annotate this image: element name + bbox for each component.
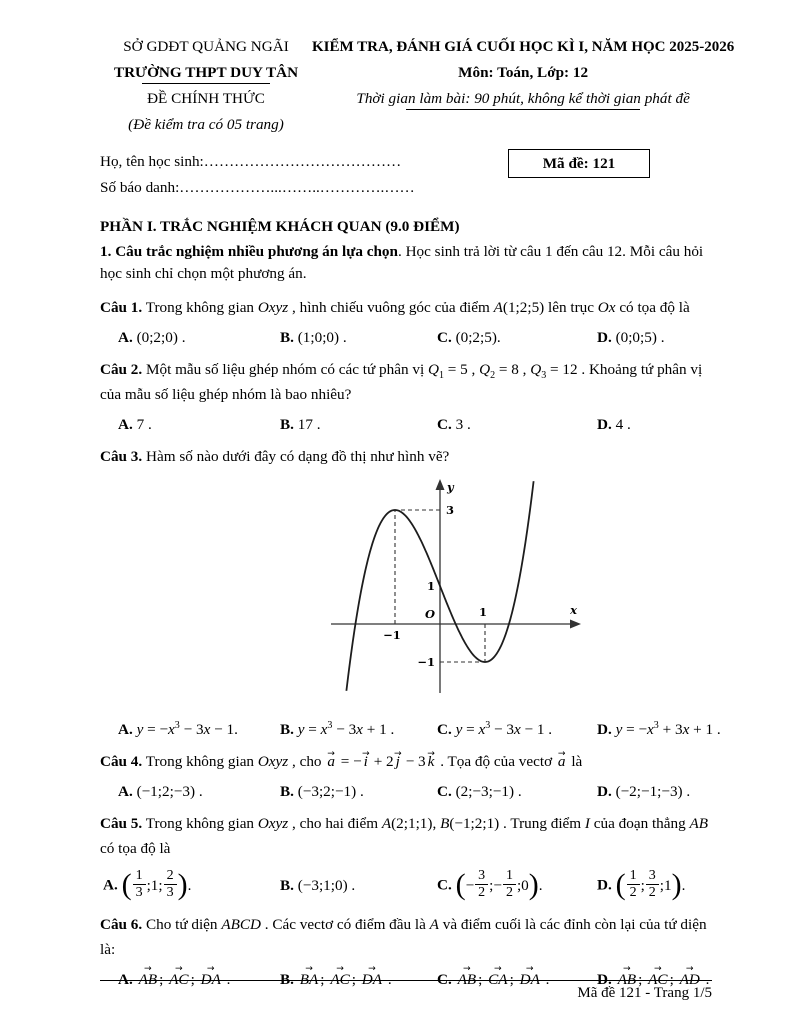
option-letter: A. — [118, 416, 133, 433]
student-info — [100, 149, 712, 201]
option-text: 17 . — [297, 416, 321, 433]
question-3-option-B — [280, 718, 437, 739]
x-axis-label: x — [570, 603, 577, 617]
question-6-text: Cho tứ diện ABCD . Các vectơ có điểm đầu là A và điểm cuối là các đỉnh còn lại của tứ diện là: — [100, 916, 707, 959]
question-1-option-B — [280, 326, 437, 347]
option-letter: C. — [437, 876, 452, 894]
option-letter: C. — [437, 971, 452, 989]
question-2-option-C — [437, 413, 597, 434]
exam-code-text: Mã đề: 121 — [542, 154, 616, 172]
question-5-option-D — [597, 867, 712, 902]
y-axis-label: y — [447, 480, 454, 494]
option-letter: C. — [437, 721, 452, 738]
y-axis-arrow — [436, 479, 445, 490]
intro-rest: . Học sinh trả lời từ câu 1 đến câu 12. Mỗi câu hỏi học sinh chỉ chọn một phương án. — [100, 243, 704, 282]
question-1-label: Câu 1. — [100, 299, 143, 316]
question-2-option-A — [118, 413, 280, 434]
question-2-stem — [100, 357, 712, 407]
option-text: (2;−3;−1) . — [455, 783, 522, 800]
option-text: $y = x^3 - 3x - 1$ . — [455, 719, 553, 738]
option-letter: A. — [118, 721, 133, 738]
question-2-option-B — [280, 413, 437, 434]
question-4-label: Câu 4. — [100, 753, 143, 770]
option-text: (0;2;0) . — [136, 329, 186, 346]
question-3-text: Hàm số nào dưới đây có dạng đồ thị như hình vẽ? — [146, 448, 450, 465]
question-3-options — [100, 718, 721, 739]
question-2 — [100, 357, 712, 434]
option-text: (−3;1;0) . — [297, 877, 356, 895]
department-name: SỞ GDĐT QUẢNG NGÃI — [123, 38, 289, 55]
document-header — [100, 34, 735, 138]
question-4-option-C — [437, 780, 597, 801]
subject-line: Môn: Toán, Lớp: 12 — [458, 64, 589, 81]
intro-bold: 1. Câu trắc nghiệm nhiều phương án lựa chọn — [100, 243, 398, 260]
question-3-option-D — [597, 718, 721, 739]
option-text: (− $\frac{3}{2}$ ;− $\frac{1}{2}$ ;0). — [455, 867, 543, 901]
question-2-label: Câu 2. — [100, 361, 143, 378]
question-2-options — [100, 413, 712, 434]
question-3-stem — [100, 444, 712, 469]
option-letter: D. — [597, 783, 612, 800]
y-tick-0: 3 — [446, 503, 455, 517]
option-letter: D. — [597, 721, 612, 738]
student-name-line: Họ, tên học sinh:………………………………… — [100, 153, 402, 170]
question-3 — [100, 444, 721, 739]
question-1-option-C — [437, 326, 597, 347]
exam-type: ĐỀ CHÍNH THỨC — [147, 90, 265, 107]
question-1-text: Trong không gian Oxyz , hình chiếu vuông góc của điểm A(1;2;5) lên trục Ox có tọa độ là — [145, 299, 690, 316]
page-count-note: (Đề kiểm tra có 05 trang) — [128, 116, 284, 133]
option-text: 3 . — [455, 416, 471, 433]
option-text: → AB ; → AC ; → AD . — [616, 971, 710, 988]
question-1 — [100, 295, 712, 347]
question-1-stem — [100, 295, 712, 320]
option-text: 4 . — [615, 416, 631, 433]
x-tick-0: −1 — [383, 628, 401, 642]
option-letter: B. — [280, 329, 294, 346]
option-text: 7 . — [136, 416, 152, 433]
question-4-option-B — [280, 780, 437, 801]
question-5-label: Câu 5. — [100, 815, 143, 832]
question-2-option-D — [597, 413, 712, 434]
origin-label: O — [424, 607, 435, 621]
option-letter: B. — [280, 416, 294, 433]
time-line — [312, 86, 734, 112]
questions — [100, 295, 721, 989]
option-text: (0;2;5). — [455, 329, 501, 346]
option-text: ( $\frac{1}{2}$ ; $\frac{3}{2}$ ;1). — [615, 867, 686, 901]
question-4-options — [100, 780, 712, 801]
time-line-text: Thời gian làm bài: 90 phút, không kể thời gian phát đề — [356, 86, 689, 112]
student-id-line: Số báo danh:………………...……..………….…… — [100, 179, 415, 196]
question-4-stem — [100, 749, 712, 774]
question-1-option-D — [597, 326, 712, 347]
y-tick-2: −1 — [417, 655, 435, 669]
option-letter: A. — [118, 783, 133, 800]
option-text: $y = x^3 - 3x + 1$ . — [297, 719, 395, 738]
option-letter: D. — [597, 876, 612, 894]
option-letter: C. — [437, 416, 452, 433]
question-4-option-D — [597, 780, 712, 801]
x-axis-arrow — [570, 620, 581, 629]
question-5-options — [100, 867, 712, 902]
option-text: ( $\frac{1}{3}$ ;1; $\frac{2}{3}$ ). — [121, 867, 192, 901]
question-4 — [100, 749, 712, 801]
question-5-option-A — [103, 867, 280, 902]
option-text: (1;0;0) . — [297, 329, 347, 346]
cubic-function-plot — [325, 475, 593, 707]
question-1-option-A — [118, 326, 280, 347]
school-name — [100, 60, 312, 86]
question-4-option-A — [118, 780, 280, 801]
question-4-text: Trong không gian Oxyz , cho → a = − → i + 2 → j − 3 → k . Tọa độ của vectơ → a là — [146, 753, 583, 770]
page-number: Mã đề 121 - Trang 1/5 — [577, 985, 712, 1001]
question-5-text: Trong không gian Oxyz , cho hai điểm A(2;1;1), B(−1;2;1) . Trung điểm I của đoạn thẳng AB có tọa độ là — [100, 815, 709, 857]
exam-title: KIỂM TRA, ĐÁNH GIÁ CUỐI HỌC KÌ I, NĂM HỌC 2025-2026 — [312, 39, 735, 55]
option-letter: D. — [597, 329, 612, 346]
option-letter: A. — [118, 971, 133, 989]
option-letter: D. — [597, 971, 612, 989]
option-text: → AB ; → CA ; → DA . — [456, 971, 550, 988]
option-text: $y = -x^3 - 3x - 1$. — [136, 719, 238, 738]
y-tick-1: 1 — [426, 579, 435, 593]
option-letter: C. — [437, 329, 452, 346]
question-5 — [100, 811, 712, 902]
part-title: PHẦN I. TRẮC NGHIỆM KHÁCH QUAN (9.0 ĐIỂM) — [100, 218, 460, 235]
option-letter: C. — [437, 783, 452, 800]
exam-code-box — [508, 149, 650, 178]
option-text: → BA ; → AC ; → DA . — [298, 971, 392, 988]
question-6-label: Câu 6. — [100, 916, 143, 934]
option-text: $y = -x^3 + 3x + 1$ . — [615, 719, 721, 738]
option-letter: B. — [280, 877, 294, 895]
page-footer — [100, 980, 712, 1002]
question-6-stem — [100, 912, 712, 962]
question-3-label: Câu 3. — [100, 448, 143, 465]
option-letter: D. — [597, 416, 612, 433]
footer-divider — [100, 980, 712, 981]
option-text: (−3;2;−1) . — [297, 783, 364, 800]
option-letter: B. — [280, 721, 294, 738]
header-right-block — [312, 34, 734, 138]
school-name-text: TRƯỜNG THPT DUY TÂN — [114, 60, 298, 86]
option-text: (0;0;5) . — [615, 329, 665, 346]
option-letter: B. — [280, 783, 294, 800]
x-tick-1: 1 — [478, 605, 488, 619]
option-letter: A. — [118, 329, 133, 346]
option-letter: A. — [103, 876, 118, 894]
section-intro — [100, 241, 712, 285]
option-letter: B. — [280, 971, 294, 989]
option-text: (−2;−1;−3) . — [615, 783, 691, 800]
question-5-option-C — [437, 867, 597, 902]
question-3-option-A — [118, 718, 280, 739]
graph-dynamic-layer — [346, 480, 577, 691]
question-5-stem — [100, 811, 712, 861]
question-1-options — [100, 326, 712, 347]
option-text: → AB ; → AC ; → DA . — [137, 971, 231, 988]
question-2-text: Một mẫu số liệu ghép nhóm có các tứ phân vị $Q_1 = 5$ , $Q_2 = 8$ , $Q_3 = 12$ . Khoảng tứ phân vị của mẫu số liệu ghép nhóm là bao nhiêu? — [100, 361, 703, 403]
header-left-block — [100, 34, 312, 138]
question-3-option-C — [437, 718, 597, 739]
function-graph-figure — [325, 475, 593, 712]
question-5-option-B — [280, 874, 437, 895]
question-6 — [100, 912, 712, 989]
option-text: (−1;2;−3) . — [136, 783, 203, 800]
